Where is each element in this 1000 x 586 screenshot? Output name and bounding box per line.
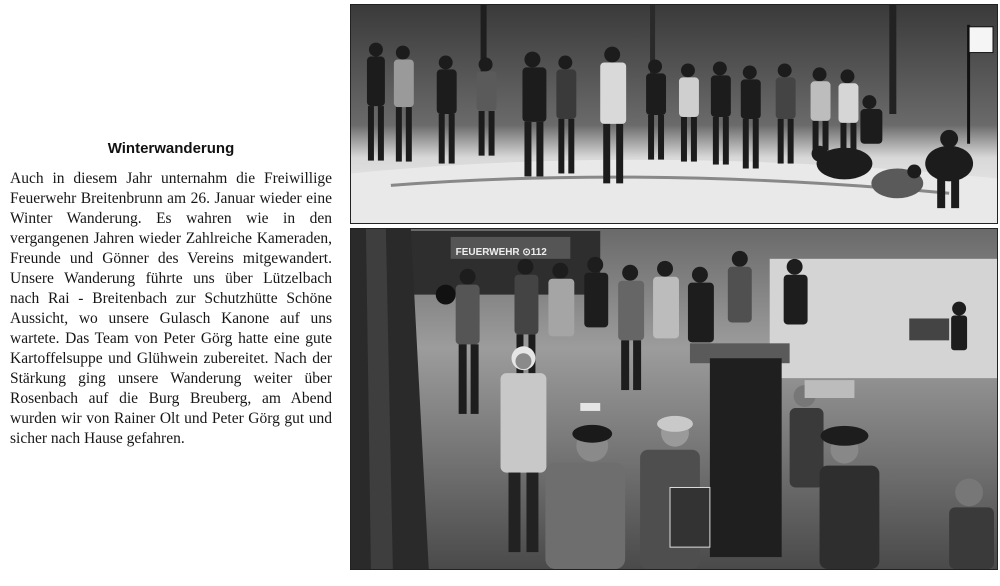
photo-field-kitchen-image xyxy=(351,229,997,569)
article xyxy=(10,140,332,449)
photo-group-hike xyxy=(350,4,998,224)
photo-field-kitchen xyxy=(350,228,998,570)
article-body: Auch in diesem Jahr unternahm die Freiwillige Feuerwehr Breitenbrunn am 26. Januar wieder eine Winter Wanderung. Es wahren wie in den vergangenen Jahren wieder Zahlreiche Kameraden, Freunde und Gönner des Vereins mitgewandert. Unsere Wanderung führte uns über Lützelbach nach Rai - Breitenbach zur Schutzhütte Schöne Aussicht, wo unsere Gulasch Kanone auf uns wartete. Das Team von Peter Görg hatte eine gute Kartoffelsuppe und Glühwein zubereitet. Nach der Stärkung ging unsere Wanderung weiter über Rosenbach auf die Burg Breuberg, am Abend wurden wir von Rainer Olt und Peter Görg gut und sicher nach Hause gefahren. xyxy=(10,170,332,447)
photo-group-hike-image xyxy=(351,5,997,223)
vehicle-label: FEUERWEHR ⊙112 xyxy=(455,246,547,258)
article-headline: Winterwanderung xyxy=(107,140,235,157)
